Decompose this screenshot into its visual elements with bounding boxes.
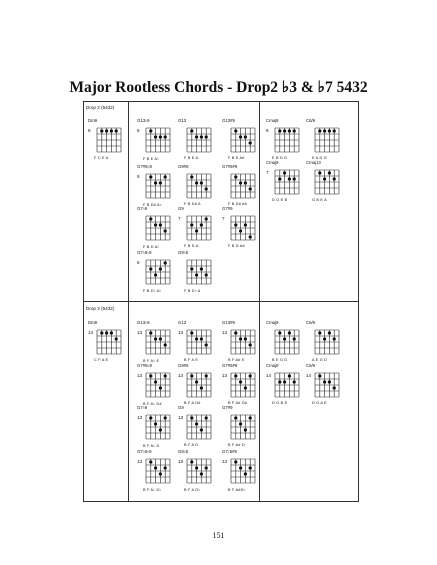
finger-dot — [249, 466, 252, 469]
chord-diagram — [178, 118, 216, 165]
fretboard-grid — [229, 455, 259, 487]
finger-dot — [278, 177, 281, 180]
finger-dot — [100, 331, 103, 334]
chord-name: G13♭9 — [137, 320, 150, 325]
finger-dot — [110, 331, 113, 334]
finger-dot — [200, 428, 203, 431]
finger-dot — [164, 343, 167, 346]
finger-dot — [318, 171, 321, 174]
fretboard-grid — [273, 326, 303, 358]
chord-name: G7♭5#9 — [222, 449, 237, 454]
finger-dot — [205, 374, 208, 377]
finger-dot — [115, 337, 118, 340]
finger-dot — [239, 337, 242, 340]
chord-diagram — [222, 405, 260, 452]
finger-dot — [249, 187, 252, 190]
finger-dot — [200, 472, 203, 475]
section-divider — [83, 301, 359, 302]
finger-dot — [293, 129, 296, 132]
chord-diagram — [137, 206, 175, 253]
chord-diagram — [266, 160, 304, 207]
finger-dot — [283, 129, 286, 132]
chord-diagram — [178, 320, 216, 367]
finger-dot — [164, 261, 167, 264]
chord-name: Cmaj9 — [266, 320, 279, 325]
finger-dot — [200, 267, 203, 270]
finger-dot — [278, 129, 281, 132]
fretboard-grid — [95, 124, 125, 156]
fret-number: 13 — [178, 415, 184, 420]
chord-notes: F B D♭ A♭ — [143, 289, 162, 293]
finger-dot — [190, 460, 193, 463]
finger-dot — [288, 374, 291, 377]
chord-notes: D G A E — [312, 401, 327, 405]
chord-notes: D G E B — [272, 198, 288, 202]
finger-dot — [239, 229, 242, 232]
chord-diagram — [306, 363, 344, 410]
finger-dot — [164, 229, 167, 232]
chord-notes: F C E A — [94, 156, 109, 160]
finger-dot — [249, 416, 252, 419]
chord-diagram — [137, 164, 175, 211]
finger-dot — [190, 175, 193, 178]
chord-diagram — [137, 320, 175, 367]
chord-diagram — [178, 206, 216, 253]
finger-dot — [159, 135, 162, 138]
chord-notes: F B D A — [184, 244, 199, 248]
finger-dot — [244, 428, 247, 431]
fretboard-grid — [229, 369, 259, 401]
chord-notes: F B D A# — [228, 244, 245, 248]
fretboard-grid — [273, 369, 303, 401]
finger-dot — [159, 267, 162, 270]
fretboard-grid — [229, 124, 259, 156]
finger-dot — [195, 181, 198, 184]
finger-dot — [149, 267, 152, 270]
finger-dot — [159, 337, 162, 340]
chord-name: G7#5♭9 — [137, 363, 152, 368]
finger-dot — [205, 416, 208, 419]
chord-diagram — [178, 250, 216, 297]
chord-diagram — [178, 449, 216, 496]
column-divider-left — [128, 101, 129, 502]
finger-dot — [205, 217, 208, 220]
chord-notes: B F A#D♭ — [228, 488, 246, 492]
finger-dot — [278, 331, 281, 334]
finger-dot — [328, 380, 331, 383]
finger-dot — [190, 129, 193, 132]
chord-notes: E A D G — [312, 156, 327, 160]
chord-diagram — [137, 449, 175, 496]
chord-diagram — [222, 118, 260, 165]
fret-number: 13 — [178, 330, 184, 335]
finger-dot — [234, 223, 237, 226]
finger-dot — [283, 337, 286, 340]
fretboard-grid — [185, 212, 215, 244]
chord-notes: F B E A — [184, 156, 199, 160]
fret-number: 7 — [266, 170, 269, 175]
chord-name: Cmaj9 — [266, 160, 279, 165]
chord-diagram — [306, 320, 344, 367]
chord-name: G7#5#9 — [222, 363, 238, 368]
finger-dot — [239, 422, 242, 425]
finger-dot — [239, 135, 242, 138]
fret-number: 8 — [137, 128, 140, 133]
fret-number: 13 — [178, 459, 184, 464]
chord-notes: F B E A♭ — [143, 157, 160, 161]
chord-name: G13#9 — [222, 320, 235, 325]
chord-name: C6/9 — [306, 363, 316, 368]
finger-dot — [154, 380, 157, 383]
chord-name: C6/9 — [306, 118, 316, 123]
finger-dot — [318, 374, 321, 377]
chord-notes: F B E A# — [228, 156, 245, 160]
chord-name: G7#5#9 — [222, 164, 238, 169]
chord-name: Dm9 — [88, 118, 98, 123]
chord-name: Dm9 — [88, 320, 98, 325]
chord-notes: F B D A♭ — [143, 245, 160, 249]
finger-dot — [195, 466, 198, 469]
fretboard-grid — [144, 411, 174, 443]
finger-dot — [154, 223, 157, 226]
finger-dot — [323, 177, 326, 180]
fretboard-grid — [185, 124, 215, 156]
fretboard-grid — [313, 369, 343, 401]
finger-dot — [200, 386, 203, 389]
chord-notes: G B E A — [312, 198, 327, 202]
fretboard-grid — [185, 369, 215, 401]
finger-dot — [288, 331, 291, 334]
fretboard-grid — [229, 170, 259, 202]
chord-diagram — [266, 363, 304, 410]
finger-dot — [200, 223, 203, 226]
fretboard-grid — [229, 212, 259, 244]
fretboard-grid — [144, 455, 174, 487]
fretboard-grid — [185, 326, 215, 358]
fretboard-grid — [185, 256, 215, 288]
finger-dot — [249, 235, 252, 238]
finger-dot — [149, 416, 152, 419]
fretboard-grid — [313, 326, 343, 358]
chord-name: G9#5 — [178, 363, 189, 368]
chord-name: G7#9 — [222, 405, 233, 410]
chord-name: G9 — [178, 206, 184, 211]
finger-dot — [195, 422, 198, 425]
finger-dot — [195, 273, 198, 276]
finger-dot — [164, 466, 167, 469]
finger-dot — [244, 135, 247, 138]
finger-dot — [328, 331, 331, 334]
finger-dot — [333, 386, 336, 389]
chord-diagram — [137, 118, 175, 165]
finger-dot — [234, 416, 237, 419]
finger-dot — [159, 223, 162, 226]
chord-notes: F B D# A♭ — [143, 203, 162, 207]
finger-dot — [105, 331, 108, 334]
fret-number: 13 — [222, 330, 228, 335]
finger-dot — [249, 374, 252, 377]
section-label-bottom: Drop 2 (5432) — [86, 306, 115, 311]
chord-notes: B F A E — [184, 358, 199, 362]
fret-number: 13 — [137, 459, 143, 464]
chord-diagram — [222, 320, 260, 367]
chord-name: Cmaj13 — [306, 160, 321, 165]
fretboard-grid — [185, 455, 215, 487]
fret-number: 7 — [178, 216, 181, 221]
fret-number: 13 — [222, 373, 228, 378]
fretboard-grid — [144, 212, 174, 244]
chord-notes: E B D G — [272, 156, 288, 160]
finger-dot — [205, 466, 208, 469]
finger-dot — [333, 129, 336, 132]
finger-dot — [154, 422, 157, 425]
chord-diagram — [88, 118, 126, 165]
fret-number: 13 — [137, 373, 143, 378]
chord-name: G9 — [178, 405, 184, 410]
finger-dot — [234, 331, 237, 334]
fretboard-grid — [144, 256, 174, 288]
finger-dot — [195, 337, 198, 340]
fret-number: 13 — [178, 373, 184, 378]
finger-dot — [164, 175, 167, 178]
finger-dot — [154, 466, 157, 469]
fret-number: 14 — [266, 373, 272, 378]
chord-notes: B F A D♭ — [184, 488, 201, 492]
chord-name: G13 — [178, 118, 187, 123]
chord-diagram — [306, 118, 344, 165]
fretboard-grid — [95, 326, 125, 358]
chord-name: G7♭9 — [137, 206, 148, 211]
finger-dot — [239, 181, 242, 184]
finger-dot — [149, 217, 152, 220]
finger-dot — [115, 129, 118, 132]
chord-diagram — [222, 449, 260, 496]
chord-name: G9♭5 — [178, 250, 189, 255]
finger-dot — [164, 374, 167, 377]
finger-dot — [328, 171, 331, 174]
fretboard-grid — [144, 369, 174, 401]
finger-dot — [154, 181, 157, 184]
chord-name: G7♭5♭9 — [137, 449, 152, 454]
finger-dot — [244, 386, 247, 389]
finger-dot — [293, 337, 296, 340]
chord-notes: F B D♭ A — [184, 289, 201, 293]
fretboard-grid — [229, 326, 259, 358]
fretboard-grid — [313, 124, 343, 156]
chord-name: G13♭9 — [137, 118, 150, 123]
chord-notes: C F A E — [94, 358, 109, 362]
finger-dot — [205, 135, 208, 138]
chord-diagram — [306, 160, 344, 207]
finger-dot — [190, 374, 193, 377]
finger-dot — [149, 175, 152, 178]
finger-dot — [333, 337, 336, 340]
chord-notes: F B D# A# — [228, 202, 248, 206]
chord-name: G13#9 — [222, 118, 235, 123]
chord-diagram — [137, 405, 175, 452]
fret-number: 6 — [137, 260, 140, 265]
fretboard-grid — [144, 170, 174, 202]
finger-dot — [234, 460, 237, 463]
finger-dot — [283, 171, 286, 174]
fretboard-grid — [229, 411, 259, 443]
finger-dot — [205, 187, 208, 190]
finger-dot — [234, 175, 237, 178]
finger-dot — [154, 273, 157, 276]
chord-name: Cmaj9 — [266, 363, 279, 368]
chord-diagram — [88, 320, 126, 367]
fretboard-grid — [273, 124, 303, 156]
finger-dot — [244, 472, 247, 475]
finger-dot — [200, 181, 203, 184]
finger-dot — [159, 386, 162, 389]
chord-notes: A E G D — [312, 358, 328, 362]
finger-dot — [318, 129, 321, 132]
chord-name: Cmaj9 — [266, 118, 279, 123]
finger-dot — [164, 135, 167, 138]
finger-dot — [190, 416, 193, 419]
finger-dot — [159, 181, 162, 184]
chord-notes: B F A♭ E — [143, 359, 160, 363]
finger-dot — [149, 331, 152, 334]
finger-dot — [244, 337, 247, 340]
chord-diagram — [178, 405, 216, 452]
finger-dot — [190, 267, 193, 270]
finger-dot — [200, 337, 203, 340]
chord-notes: B F A# E — [228, 358, 245, 362]
finger-dot — [159, 472, 162, 475]
chord-name: G13 — [178, 320, 187, 325]
chord-notes: B E G D — [272, 358, 288, 362]
finger-dot — [159, 428, 162, 431]
finger-dot — [318, 331, 321, 334]
chord-diagram — [266, 118, 304, 165]
finger-dot — [333, 177, 336, 180]
finger-dot — [190, 223, 193, 226]
finger-dot — [288, 177, 291, 180]
finger-dot — [154, 135, 157, 138]
chord-name: G7#5♭9 — [137, 164, 152, 169]
finger-dot — [154, 337, 157, 340]
chord-diagram — [266, 320, 304, 367]
finger-dot — [293, 380, 296, 383]
chord-notes: B F A D# — [184, 401, 201, 405]
page-title: Major Rootless Chords - Drop2 ♭3 & ♭7 5432 — [69, 79, 368, 96]
finger-dot — [149, 460, 152, 463]
fret-number: 13 — [222, 459, 228, 464]
chord-diagram — [178, 363, 216, 410]
finger-dot — [190, 331, 193, 334]
chord-notes: B F A♭ D — [143, 444, 160, 448]
finger-dot — [234, 374, 237, 377]
chord-name: G7♭9 — [137, 405, 148, 410]
finger-dot — [100, 129, 103, 132]
chord-notes: B F A♭ D# — [143, 402, 162, 406]
finger-dot — [200, 135, 203, 138]
fretboard-grid — [144, 326, 174, 358]
finger-dot — [205, 343, 208, 346]
finger-dot — [234, 129, 237, 132]
finger-dot — [195, 229, 198, 232]
finger-dot — [278, 380, 281, 383]
chord-notes: D G B E — [272, 401, 288, 405]
fretboard-grid — [185, 411, 215, 443]
chord-name: G9♭5 — [178, 449, 189, 454]
chord-name: G7#9 — [222, 206, 233, 211]
finger-dot — [244, 223, 247, 226]
finger-dot — [164, 416, 167, 419]
finger-dot — [195, 135, 198, 138]
chord-diagram — [137, 250, 175, 297]
finger-dot — [105, 129, 108, 132]
chord-name: C6/9 — [306, 320, 316, 325]
finger-dot — [288, 129, 291, 132]
chord-diagram — [222, 363, 260, 410]
fretboard-grid — [313, 166, 343, 198]
finger-dot — [239, 466, 242, 469]
chord-diagram — [222, 164, 260, 211]
fretboard-grid — [273, 166, 303, 198]
finger-dot — [293, 177, 296, 180]
fret-number: 13 — [137, 415, 143, 420]
chord-name: G7♭5♭9 — [137, 250, 152, 255]
chord-name: G9#5 — [178, 164, 189, 169]
chord-notes: B F A# D# — [228, 401, 248, 405]
finger-dot — [195, 380, 198, 383]
chord-notes: F B D# A — [184, 202, 201, 206]
chord-diagram — [222, 206, 260, 253]
finger-dot — [323, 380, 326, 383]
fretboard-grid — [185, 170, 215, 202]
fret-number: 13 — [137, 330, 143, 335]
finger-dot — [249, 141, 252, 144]
finger-dot — [244, 181, 247, 184]
page-number: 151 — [212, 531, 225, 540]
fretboard-grid — [144, 124, 174, 156]
fret-number: 8 — [88, 128, 91, 133]
fret-number: 14 — [306, 373, 312, 378]
finger-dot — [149, 129, 152, 132]
chord-notes: B F A D — [184, 443, 199, 447]
finger-dot — [205, 273, 208, 276]
chord-diagram — [178, 164, 216, 211]
chord-diagram — [137, 363, 175, 410]
finger-dot — [283, 380, 286, 383]
finger-dot — [328, 129, 331, 132]
chord-notes: B F A♭ D♭ — [143, 488, 162, 492]
finger-dot — [239, 380, 242, 383]
fret-number: 7 — [222, 216, 225, 221]
section-label-top: Drop 2 (5432) — [86, 105, 115, 110]
finger-dot — [110, 129, 113, 132]
chord-notes: B F A# D — [228, 443, 245, 447]
fret-number: 8 — [266, 128, 269, 133]
finger-dot — [249, 343, 252, 346]
fret-number: 8 — [137, 174, 140, 179]
finger-dot — [323, 129, 326, 132]
finger-dot — [149, 374, 152, 377]
fret-number: 14 — [88, 330, 94, 335]
finger-dot — [323, 337, 326, 340]
